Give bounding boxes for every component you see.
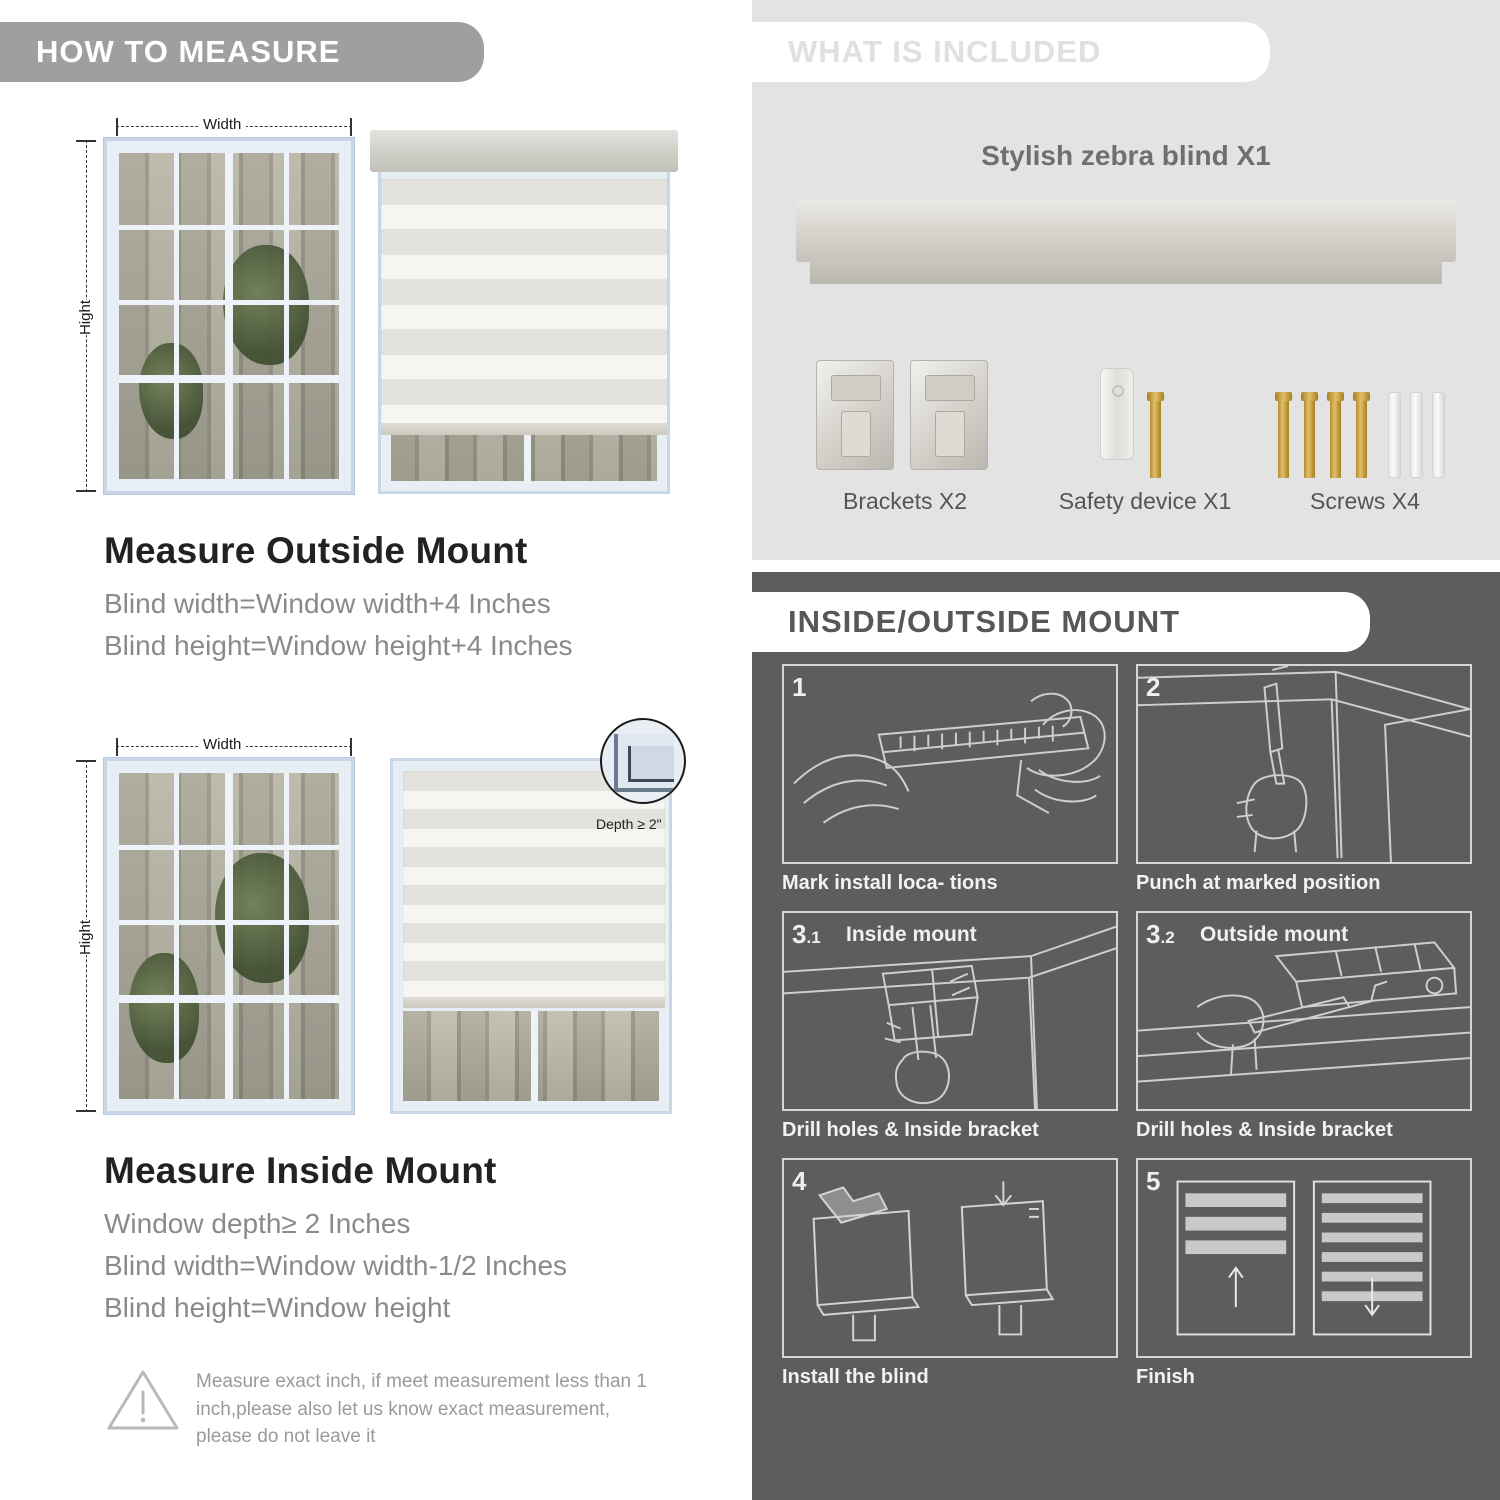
install-step-4 — [782, 1158, 1118, 1389]
outside-width-tick-right — [350, 118, 352, 136]
step-3-1-mode-label: Inside mount — [846, 923, 977, 946]
screw-part — [1356, 392, 1367, 478]
mullion-horizontal — [119, 995, 339, 1003]
step-3-2-image — [1136, 911, 1472, 1111]
install-step-2 — [1136, 664, 1472, 895]
tree-foliage — [223, 245, 309, 365]
step-3-1-image — [782, 911, 1118, 1111]
mullion-horizontal — [119, 845, 339, 850]
install-step-3-2 — [1136, 911, 1472, 1142]
mullion-vertical — [225, 153, 233, 479]
install-steps-grid — [782, 664, 1472, 1389]
outside-height-tick-bottom — [76, 490, 96, 492]
depth-callout-circle — [600, 718, 686, 804]
how-to-measure-column — [0, 0, 740, 1500]
inside-height-tick-bottom — [76, 1110, 96, 1112]
mullion-horizontal — [119, 225, 339, 230]
window-glass-behind-blind — [403, 1011, 659, 1101]
step-1-caption: Mark install loca- tions — [782, 872, 998, 894]
inside-width-label: Width — [198, 736, 246, 753]
headrail-bottom — [810, 258, 1442, 284]
inside-width-tick-right — [350, 738, 352, 756]
safety-device-hole — [1112, 385, 1124, 397]
zebra-blind-fabric — [403, 771, 665, 1003]
wall-anchor-part — [1410, 392, 1423, 478]
outside-mount-line-2: Blind height=Window height+4 Inches — [104, 630, 573, 661]
included-product-title: Stylish zebra blind X1 — [981, 140, 1271, 171]
inside-mount-line-1: Window depth≥ 2 Inches — [104, 1208, 411, 1239]
measure-note-text: Measure exact inch, if meet measurement less than 1 inch,please also let us know exact measurement, please do not leave it — [196, 1371, 647, 1448]
inside-height-label: Hight — [72, 920, 99, 955]
outside-mount-title: Measure Outside Mount — [104, 530, 528, 571]
inside-width-tick-left — [116, 738, 118, 756]
step-5-sketch — [1138, 1160, 1470, 1356]
what-is-included-badge: WHAT IS INCLUDED — [752, 22, 1270, 82]
outside-width-label: Width — [198, 116, 246, 133]
install-step-3-1 — [782, 911, 1118, 1142]
window-frame-outside — [104, 138, 354, 494]
step-4-sketch — [784, 1160, 1116, 1356]
step-2-image — [1136, 664, 1472, 864]
step-5-image — [1136, 1158, 1472, 1358]
install-step-5 — [1136, 1158, 1472, 1389]
step-2-sketch — [1138, 666, 1470, 862]
wall-anchor-part — [1432, 392, 1445, 478]
depth-label: Depth ≥ 2" — [596, 816, 662, 832]
step-4-image — [782, 1158, 1118, 1358]
safety-device-screw — [1150, 392, 1161, 478]
mullion-horizontal — [119, 920, 339, 925]
step-3-2-mode-label: Outside mount — [1200, 923, 1349, 946]
bracket-slot — [831, 375, 881, 401]
bracket-part-left — [816, 360, 894, 470]
tree-foliage — [129, 953, 199, 1063]
mullion-vertical — [174, 773, 179, 1099]
step-3-1-caption: Drill holes & Inside bracket — [782, 1119, 1039, 1141]
how-to-measure-badge: HOW TO MEASURE — [0, 22, 484, 82]
step-3-1-number: 3.1 — [792, 919, 821, 949]
screw-part — [1304, 392, 1315, 478]
inside-mount-line-3: Blind height=Window height — [104, 1292, 451, 1323]
window-with-blind-inside — [390, 758, 672, 1114]
zebra-blind-bottom-rail — [381, 423, 670, 435]
zebra-blind-fabric — [381, 179, 670, 429]
warning-triangle-icon — [106, 1368, 180, 1432]
outside-width-tick-left — [116, 118, 118, 136]
step-4-number: 4 — [792, 1166, 807, 1196]
inside-outside-mount-panel — [752, 572, 1500, 1500]
brackets-label: Brackets X2 — [843, 488, 967, 514]
bracket-tab — [841, 411, 871, 457]
wall-anchor-part — [1388, 392, 1401, 478]
outside-height-tick-top — [76, 140, 96, 142]
step-1-number: 1 — [792, 672, 807, 702]
install-step-1 — [782, 664, 1118, 895]
step-5-caption: Finish — [1136, 1366, 1195, 1388]
screw-part — [1330, 392, 1341, 478]
mullion-horizontal — [119, 375, 339, 383]
step-3-2-caption: Drill holes & Inside bracket — [1136, 1119, 1393, 1141]
step-3-2-number: 3.2 — [1146, 919, 1175, 949]
step-4-caption: Install the blind — [782, 1366, 929, 1388]
screws-label: Screws X4 — [1310, 488, 1420, 514]
safety-device-part — [1100, 368, 1134, 460]
mullion-vertical — [225, 773, 233, 1099]
step-5-number: 5 — [1146, 1166, 1161, 1196]
bracket-part-right — [910, 360, 988, 470]
outside-mount-line-1: Blind width=Window width+4 Inches — [104, 588, 551, 619]
blind-headrail-outside — [370, 130, 678, 172]
window-frame-inside — [104, 758, 354, 1114]
zebra-blind-bottom-rail — [403, 997, 665, 1008]
mullion-vertical — [284, 773, 289, 1099]
step-2-caption: Punch at marked position — [1136, 872, 1381, 894]
inside-mount-title: Measure Inside Mount — [104, 1150, 497, 1191]
inside-height-tick-top — [76, 760, 96, 762]
what-is-included-panel — [752, 0, 1500, 560]
bracket-tab — [935, 411, 965, 457]
outside-height-label: Hight — [72, 300, 99, 335]
window-with-blind-outside — [378, 138, 670, 494]
window-glass-inside — [119, 773, 339, 1099]
step-1-image — [782, 664, 1118, 864]
bracket-slot — [925, 375, 975, 401]
screw-part — [1278, 392, 1289, 478]
mullion-horizontal — [119, 300, 339, 305]
mullion-vertical — [174, 153, 179, 479]
step-1-sketch — [784, 666, 1116, 862]
inside-mount-line-2: Blind width=Window width-1/2 Inches — [104, 1250, 568, 1281]
depth-callout-inner — [628, 746, 674, 782]
mullion-vertical — [284, 153, 289, 479]
measure-note — [106, 1368, 666, 1451]
tree-foliage — [139, 343, 203, 439]
inside-outside-mount-badge: INSIDE/OUTSIDE MOUNT — [752, 592, 1370, 652]
step-2-number: 2 — [1146, 672, 1161, 702]
headrail-top — [796, 200, 1456, 262]
window-glass-outside — [119, 153, 339, 479]
safety-device-label: Safety device X1 — [1058, 488, 1232, 514]
zebra-blind-headrail-image — [796, 200, 1456, 290]
mullion-vertical — [531, 1011, 538, 1101]
